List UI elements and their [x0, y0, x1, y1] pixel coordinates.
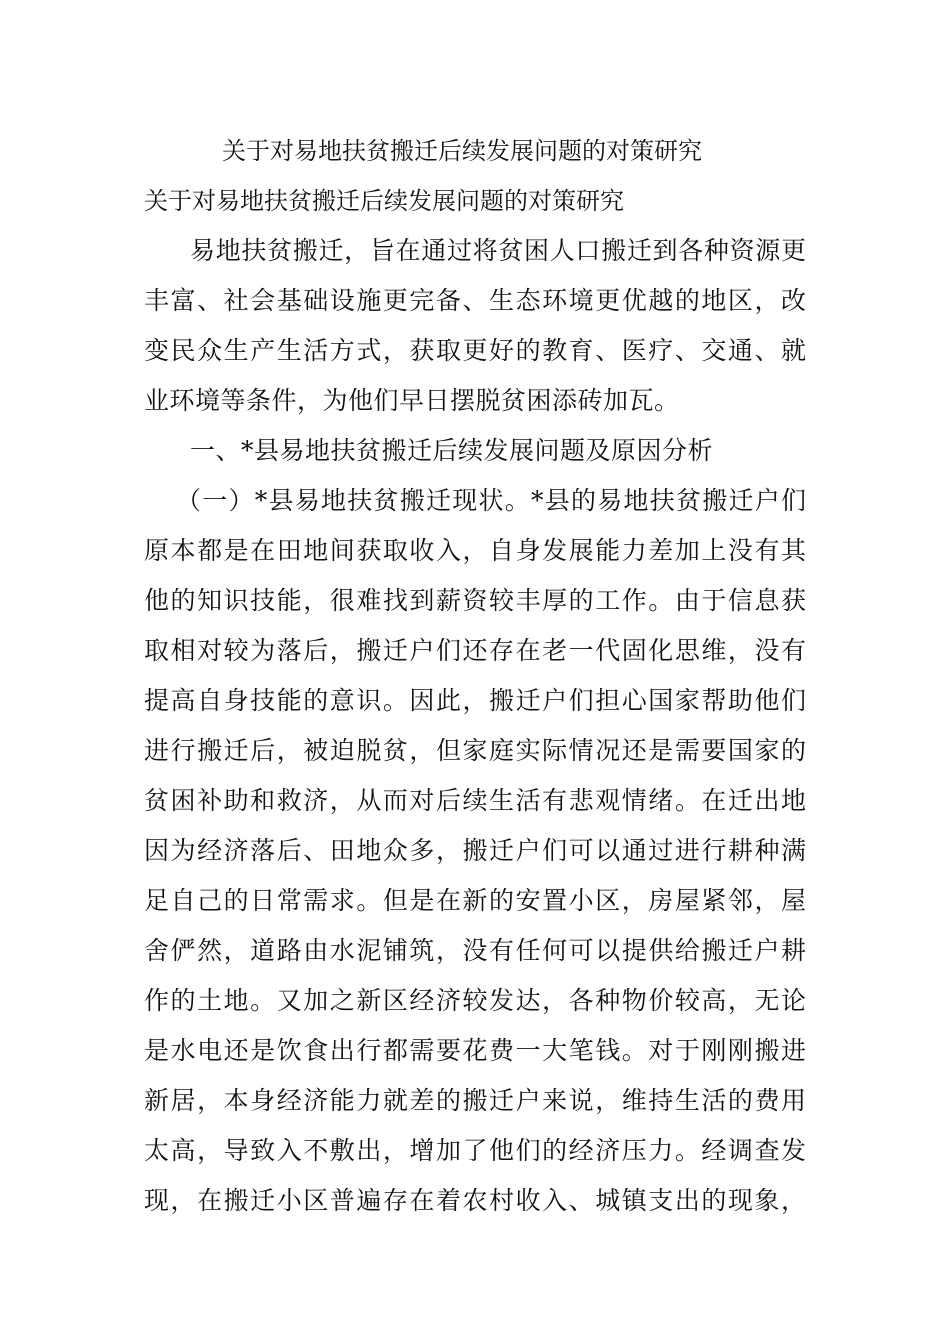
document-title: 关于对易地扶贫搬迁后续发展问题的对策研究 [222, 137, 702, 165]
paragraph-line: 因为经济落后、田地众多，搬迁户们可以通过进行耕种满 [144, 836, 806, 865]
paragraph-line: 太高，导致入不敷出，增加了他们的经济压力。经调查发 [144, 1136, 806, 1165]
paragraph-line: 是水电还是饮食出行都需要花费一大笔钱。对于刚刚搬进 [144, 1036, 806, 1065]
paragraph-line: 业环境等条件，为他们早日摆脱贫困添砖加瓦。 [144, 386, 680, 415]
section-heading: 一、*县易地扶贫搬迁后续发展问题及原因分析 [190, 436, 714, 465]
paragraph-line: 原本都是在田地间获取收入，自身发展能力差加上没有其 [144, 536, 806, 565]
paragraph-line: 作的土地。又加之新区经济较发达，各种物价较高，无论 [144, 986, 806, 1015]
paragraph-line: 舍俨然，道路由水泥铺筑，没有任何可以提供给搬迁户耕 [144, 936, 806, 965]
document-subtitle: 关于对易地扶贫搬迁后续发展问题的对策研究 [144, 187, 624, 215]
paragraph-line: 取相对较为落后，搬迁户们还存在老一代固化思维，没有 [144, 636, 806, 665]
paragraph-line: 贫困补助和救济，从而对后续生活有悲观情绪。在迁出地 [144, 786, 806, 815]
paragraph-line: 现，在搬迁小区普遍存在着农村收入、城镇支出的现象， [144, 1186, 806, 1215]
paragraph-line: 他的知识技能，很难找到薪资较丰厚的工作。由于信息获 [144, 586, 806, 615]
paragraph-line: 进行搬迁后，被迫脱贫，但家庭实际情况还是需要国家的 [144, 736, 806, 765]
paragraph-line: 变民众生产生活方式，获取更好的教育、医疗、交通、就 [144, 336, 806, 365]
paragraph-line: 新居，本身经济能力就差的搬迁户来说，维持生活的费用 [144, 1086, 806, 1115]
paragraph-line: 足自己的日常需求。但是在新的安置小区，房屋紧邻，屋 [144, 886, 806, 915]
paragraph-line: 提高自身技能的意识。因此，搬迁户们担心国家帮助他们 [144, 686, 806, 715]
paragraph-line: 丰富、社会基础设施更完备、生态环境更优越的地区，改 [144, 286, 806, 315]
paragraph-line: （一）*县易地扶贫搬迁现状。*县的易地扶贫搬迁户们 [176, 486, 806, 515]
paragraph-line: 易地扶贫搬迁，旨在通过将贫困人口搬迁到各种资源更 [190, 236, 806, 265]
